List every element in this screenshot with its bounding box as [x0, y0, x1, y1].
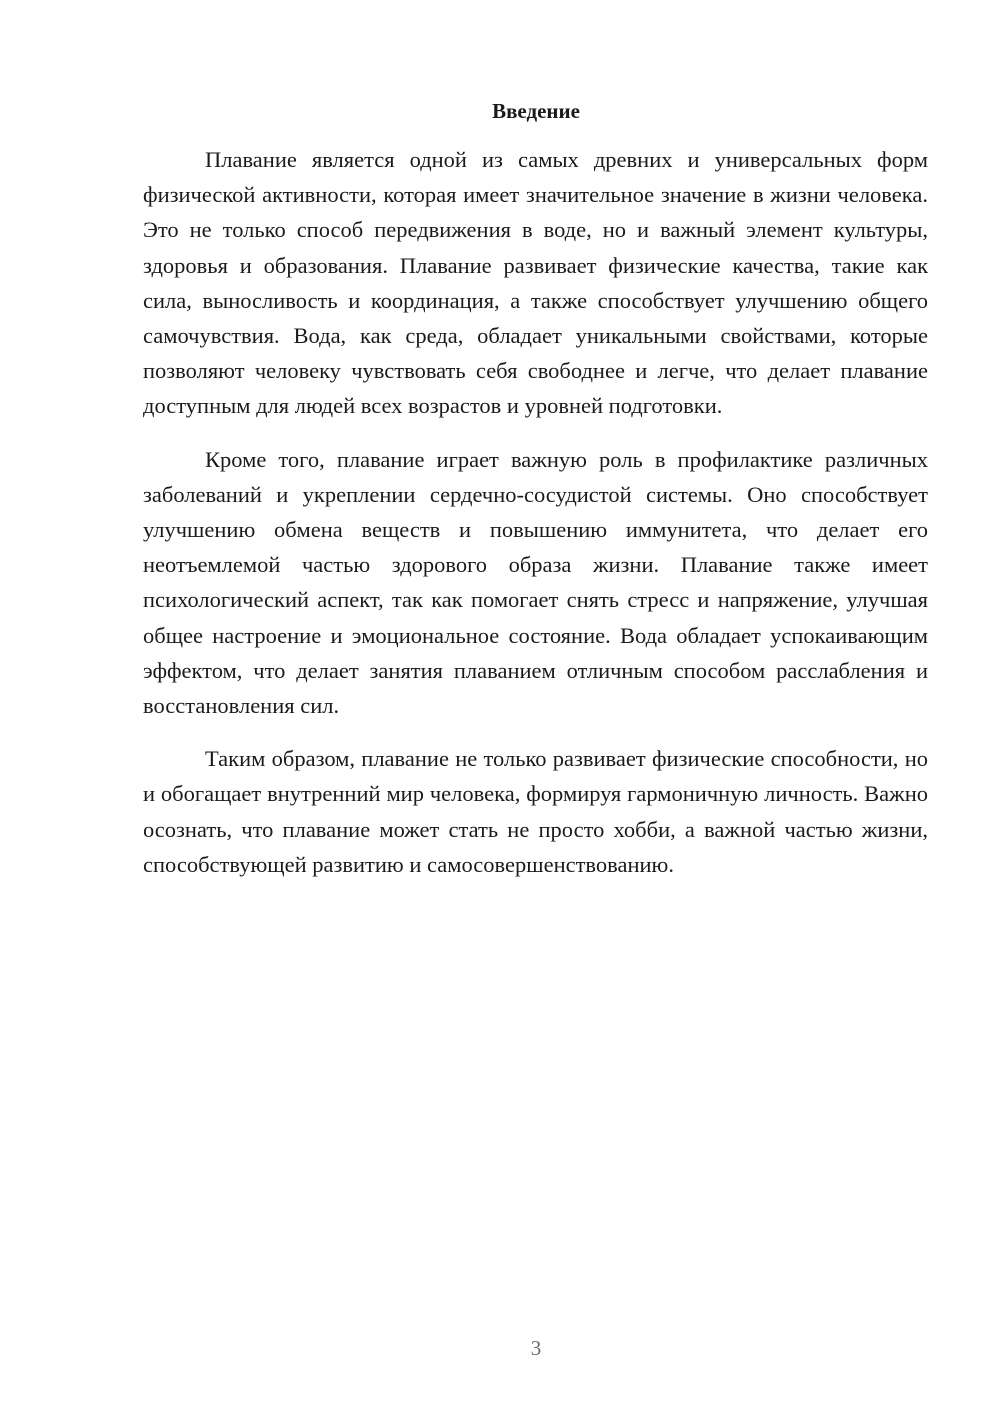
section-heading: Введение — [492, 99, 580, 123]
paragraph-1: Плавание является одной из самых древних и универсальных форм физической активности, которая имеет значительное значение в жизни человека. Это не только способ передвижения в воде, но и важный элемент культуры, здоровья и образования. Плавание развивает физические качества, такие как сила, выносливость и координация, а также способствует улучшению общего самочувствия. Вода, как среда, обладает уникальными свойствами, которые позволяют человеку чувствовать себя свободнее и легче, что делает плавание доступным для людей всех возрастов и уровней подготовки. — [143, 147, 928, 419]
page-number: 3 — [530, 1336, 542, 1360]
paragraph-3: Таким образом, плавание не только развивает физические способности, но и обогащает внутренний мир человека, формируя гармоничную личность. Важно осознать, что плавание может стать не просто хобби, а важной частью жизни, способствующей развитию и самосовершенствованию. — [143, 746, 928, 877]
paragraph-2: Кроме того, плавание играет важную роль в профилактике различных заболеваний и укреплении сердечно-сосудистой системы. Оно способствует улучшению обмена веществ и повышению иммунитета, что делает его неотъемлемой частью здорового образа жизни. Плавание также имеет психологический аспект, так как помогает снять стресс и напряжение, улучшая общее настроение и эмоциональное состояние. Вода обладает успокаивающим эффектом, что делает занятия плаванием отличным способом расслабления и восстановления сил. — [143, 446, 928, 719]
body-text — [143, 142, 928, 900]
